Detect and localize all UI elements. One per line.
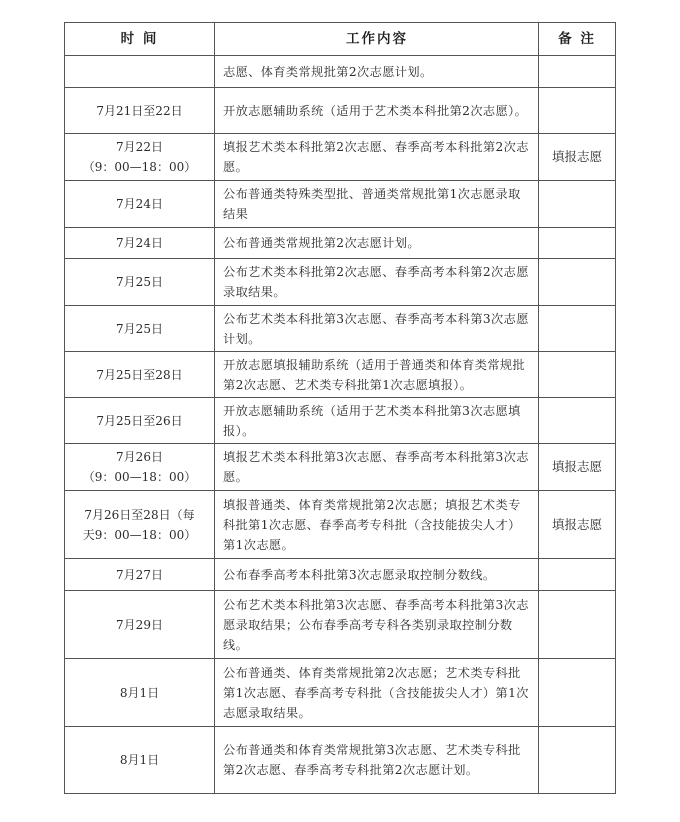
time-line: 7月24日: [116, 236, 163, 250]
cell-content: 填报艺术类本科批第2次志愿、春季高考本科批第2次志愿。: [215, 134, 539, 181]
table-body: [65, 56, 616, 794]
cell-content: 填报普通类、体育类常规批第2次志愿；填报艺术类专科批第1次志愿、春季高考专科批（含技能拔尖人才）第1次志愿。: [215, 491, 539, 559]
cell-note: 填报志愿: [539, 444, 616, 491]
cell-time: [65, 56, 215, 88]
cell-time: [65, 444, 215, 491]
cell-content: 开放志愿辅助系统（适用于艺术类本科批第3次志愿填报）。: [215, 398, 539, 444]
cell-time: [65, 591, 215, 659]
cell-time: [65, 398, 215, 444]
cell-time: [65, 727, 215, 794]
cell-note: [539, 398, 616, 444]
cell-note: [539, 228, 616, 259]
cell-content: 公布普通类、体育类常规批第2次志愿；艺术类专科批第1次志愿、春季高考专科批（含技能拔尖人才）第1次志愿录取结果。: [215, 659, 539, 727]
table-row: [65, 659, 616, 727]
table-row: [65, 591, 616, 659]
time-line: 7月21日至22日: [96, 103, 183, 118]
cell-content: 填报艺术类本科批第3次志愿、春季高考本科批第3次志愿。: [215, 444, 539, 491]
time-line: 8月1日: [119, 753, 160, 767]
cell-time: [65, 491, 215, 559]
cell-content: 公布艺术类本科批第3次志愿、春季高考本科第3次志愿计划。: [215, 306, 539, 352]
time-line: 7月22日: [116, 140, 163, 154]
table-row: [65, 444, 616, 491]
schedule-table: [64, 22, 616, 794]
table-row: [65, 559, 616, 591]
table-row: [65, 88, 616, 134]
table-row: [65, 259, 616, 306]
cell-content: 公布普通类和体育类常规批第3次志愿、艺术类专科批第2次志愿、春季高考专科批第2次志愿计划。: [215, 727, 539, 794]
time-line: 7月26日至28日（每: [84, 507, 195, 522]
time-line: 7月25日: [116, 275, 163, 289]
cell-time: [65, 228, 215, 259]
time-line: 7月25日至28日: [96, 367, 183, 382]
cell-time: [65, 259, 215, 306]
cell-content: 开放志愿辅助系统（适用于艺术类本科批第2次志愿）。: [215, 88, 539, 134]
cell-note: [539, 88, 616, 134]
cell-content: 开放志愿填报辅助系统（适用于普通类和体育类常规批第2次志愿、艺术类专科批第1次志愿填报）。: [215, 352, 539, 398]
time-line: 7月25日: [116, 321, 163, 336]
cell-time: [65, 306, 215, 352]
cell-time: [65, 134, 215, 181]
cell-note: 填报志愿: [539, 134, 616, 181]
cell-content: 公布春季高考本科批第3次志愿录取控制分数线。: [215, 559, 539, 591]
table-row: [65, 491, 616, 559]
cell-note: 填报志愿: [539, 491, 616, 559]
time-line: 7月24日: [116, 197, 163, 211]
table-row: [65, 228, 616, 259]
table-row: [65, 352, 616, 398]
header-time: 时 间: [65, 23, 215, 56]
header-content: 工作内容: [215, 23, 539, 56]
cell-time: [65, 659, 215, 727]
cell-note: [539, 352, 616, 398]
cell-note: [539, 56, 616, 88]
cell-content: 志愿、体育类常规批第2次志愿计划。: [215, 56, 539, 88]
cell-time: [65, 352, 215, 398]
table-row: [65, 727, 616, 794]
time-line: （9：00—18：00）: [82, 160, 197, 174]
header-note: 备 注: [539, 23, 616, 56]
time-line: （9：00—18：00）: [82, 470, 197, 484]
table-row: [65, 181, 616, 228]
cell-time: [65, 181, 215, 228]
cell-content: 公布艺术类本科批第2次志愿、春季高考本科第2次志愿录取结果。: [215, 259, 539, 306]
cell-time: [65, 88, 215, 134]
cell-note: [539, 591, 616, 659]
cell-note: [539, 306, 616, 352]
cell-note: [539, 659, 616, 727]
cell-note: [539, 181, 616, 228]
cell-note: [539, 559, 616, 591]
time-line: 7月29日: [116, 617, 163, 632]
cell-content: 公布普通类常规批第2次志愿计划。: [215, 228, 539, 259]
cell-time: [65, 559, 215, 591]
time-line: 7月26日: [116, 450, 163, 464]
table-row: [65, 56, 616, 88]
time-line: 7月27日: [116, 567, 163, 582]
cell-note: [539, 259, 616, 306]
header-row: [65, 23, 616, 56]
table-row: [65, 398, 616, 444]
time-line: 天9：00—18：00）: [82, 527, 197, 542]
table-row: [65, 134, 616, 181]
time-line: 8月1日: [119, 685, 160, 700]
cell-content: 公布艺术类本科批第3次志愿、春季高考本科批第3次志愿录取结果；公布春季高考专科各类别录取控制分数线。: [215, 591, 539, 659]
cell-content: 公布普通类特殊类型批、普通类常规批第1次志愿录取结果: [215, 181, 539, 228]
table-row: [65, 306, 616, 352]
cell-note: [539, 727, 616, 794]
time-line: 7月25日至26日: [96, 413, 183, 428]
